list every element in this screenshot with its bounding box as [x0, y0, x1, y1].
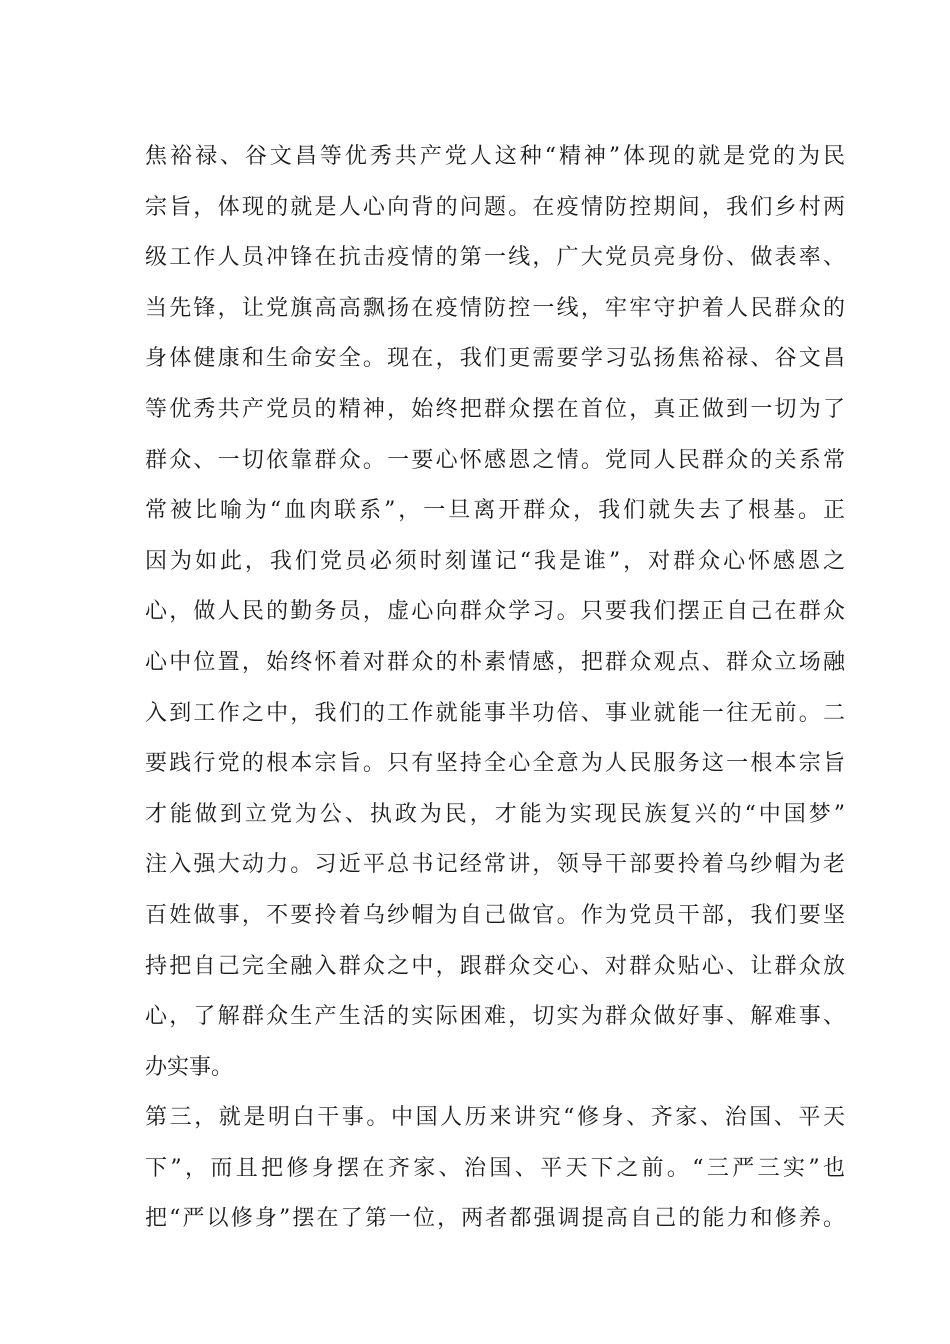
paragraph-2 [145, 1093, 845, 1245]
text-line: 群众、一切依靠群众。一要心怀感恩之情。党同人民群众的关系常 [145, 447, 845, 473]
text-line: 办实事。 [145, 1054, 234, 1080]
text-line: 身体健康和生命安全。现在，我们更需要学习弘扬焦裕禄、谷文昌 [145, 346, 845, 372]
text-line: 常被比喻为“血肉联系”，一旦离开群众，我们就失去了根基。正 [145, 498, 845, 524]
text-line: 持把自己完全融入群众之中，跟群众交心、对群众贴心、让群众放 [145, 953, 845, 979]
body-text [145, 132, 845, 1245]
text-line: 焦裕禄、谷文昌等优秀共产党人这种“精神”体现的就是党的为民 [145, 144, 845, 169]
text-line: 把“严以修身”摆在了第一位，两者都强调提高自己的能力和修养。 [145, 1206, 845, 1232]
text-line: 级工作人员冲锋在抗击疫情的第一线，广大党员亮身份、做表率、 [145, 245, 845, 271]
text-line: 心，了解群众生产生活的实际困难，切实为群众做好事、解难事、 [145, 1004, 845, 1030]
text-line: 心中位置，始终怀着对群众的朴素情感，把群众观点、群众立场融 [145, 649, 845, 675]
text-line: 因为如此，我们党员必须时刻谨记“我是谁”，对群众心怀感恩之 [145, 548, 845, 574]
text-line: 等优秀共产党员的精神，始终把群众摆在首位，真正做到一切为了 [145, 396, 845, 422]
text-line: 注入强大动力。习近平总书记经常讲，领导干部要拎着乌纱帽为老 [145, 852, 845, 878]
text-line: 入到工作之中，我们的工作就能事半功倍、事业就能一往无前。二 [145, 700, 845, 726]
text-line: 心，做人民的勤务员，虚心向群众学习。只要我们摆正自己在群众 [145, 599, 845, 625]
text-line: 才能做到立党为公、执政为民，才能为实现民族复兴的“中国梦” [145, 801, 845, 827]
paragraph-1 [145, 132, 845, 1093]
text-line: 下”，而且把修身摆在齐家、治国、平天下之前。“三严三实”也 [145, 1155, 845, 1181]
text-line: 当先锋，让党旗高高飘扬在疫情防控一线，牢牢守护着人民群众的 [145, 295, 845, 321]
text-line: 第三，就是明白干事。中国人历来讲究“修身、齐家、治国、平天 [145, 1105, 845, 1131]
text-line: 百姓做事，不要拎着乌纱帽为自己做官。作为党员干部，我们要坚 [145, 902, 845, 928]
text-line: 要践行党的根本宗旨。只有坚持全心全意为人民服务这一根本宗旨 [145, 751, 845, 777]
text-line: 宗旨，体现的就是人心向背的问题。在疫情防控期间，我们乡村两 [145, 194, 845, 220]
